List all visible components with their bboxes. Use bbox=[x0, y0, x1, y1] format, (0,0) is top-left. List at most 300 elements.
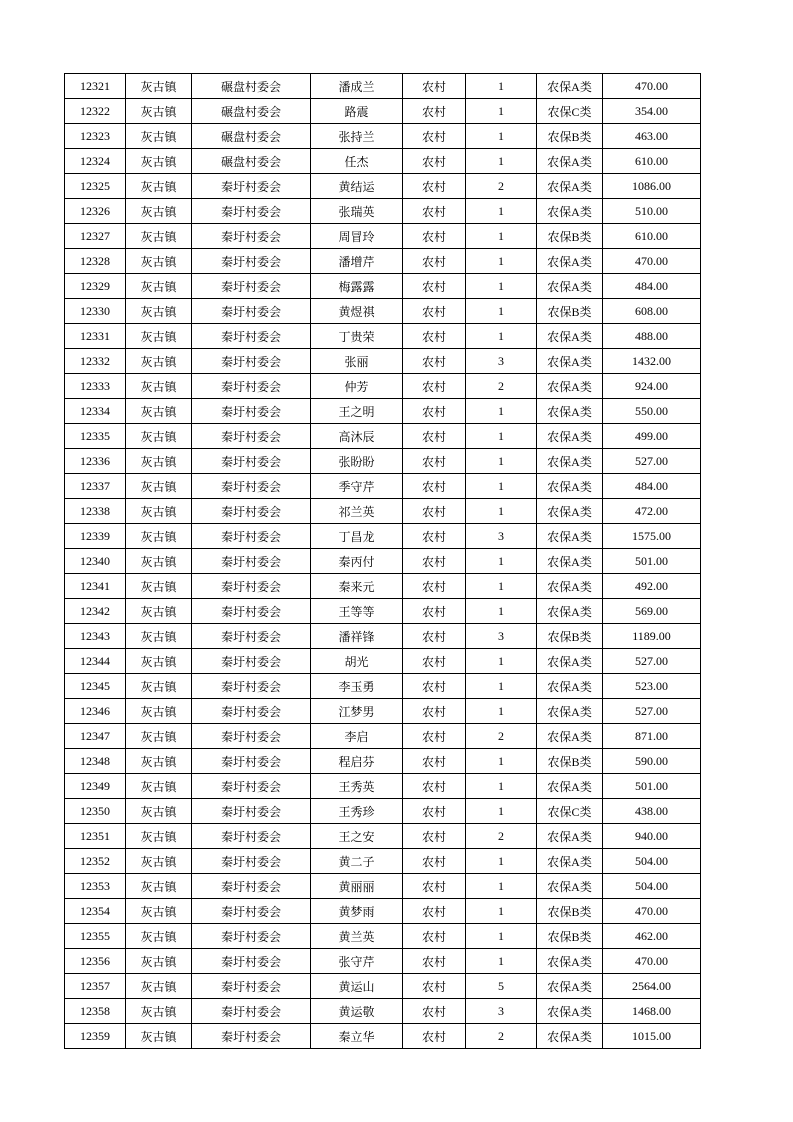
cell-name: 丁贵荣 bbox=[311, 324, 403, 349]
cell-amount: 488.00 bbox=[603, 324, 701, 349]
cell-type: 农村 bbox=[403, 99, 466, 124]
cell-category: 农保A类 bbox=[537, 449, 603, 474]
table-row bbox=[65, 974, 701, 999]
cell-town: 灰古镇 bbox=[126, 574, 192, 599]
cell-type: 农村 bbox=[403, 449, 466, 474]
cell-town: 灰古镇 bbox=[126, 649, 192, 674]
cell-category: 农保A类 bbox=[537, 149, 603, 174]
table-row bbox=[65, 249, 701, 274]
cell-name: 张丽 bbox=[311, 349, 403, 374]
cell-name: 王秀英 bbox=[311, 774, 403, 799]
cell-type: 农村 bbox=[403, 574, 466, 599]
cell-category: 农保A类 bbox=[537, 1024, 603, 1049]
cell-village: 秦圩村委会 bbox=[192, 899, 311, 924]
cell-id: 12358 bbox=[65, 999, 126, 1024]
cell-category: 农保A类 bbox=[537, 274, 603, 299]
cell-category: 农保A类 bbox=[537, 424, 603, 449]
cell-count: 1 bbox=[466, 474, 537, 499]
cell-amount: 470.00 bbox=[603, 949, 701, 974]
cell-count: 1 bbox=[466, 124, 537, 149]
cell-town: 灰古镇 bbox=[126, 124, 192, 149]
cell-name: 黄运山 bbox=[311, 974, 403, 999]
cell-category: 农保A类 bbox=[537, 474, 603, 499]
cell-count: 2 bbox=[466, 724, 537, 749]
cell-town: 灰古镇 bbox=[126, 324, 192, 349]
cell-category: 农保C类 bbox=[537, 799, 603, 824]
cell-type: 农村 bbox=[403, 599, 466, 624]
cell-category: 农保A类 bbox=[537, 699, 603, 724]
cell-amount: 590.00 bbox=[603, 749, 701, 774]
table-row bbox=[65, 874, 701, 899]
cell-count: 1 bbox=[466, 949, 537, 974]
cell-town: 灰古镇 bbox=[126, 849, 192, 874]
cell-village: 秦圩村委会 bbox=[192, 774, 311, 799]
cell-village: 秦圩村委会 bbox=[192, 374, 311, 399]
cell-id: 12325 bbox=[65, 174, 126, 199]
cell-type: 农村 bbox=[403, 524, 466, 549]
cell-category: 农保A类 bbox=[537, 999, 603, 1024]
cell-town: 灰古镇 bbox=[126, 299, 192, 324]
cell-name: 王之明 bbox=[311, 399, 403, 424]
cell-count: 5 bbox=[466, 974, 537, 999]
cell-village: 秦圩村委会 bbox=[192, 524, 311, 549]
cell-count: 1 bbox=[466, 449, 537, 474]
cell-category: 农保A类 bbox=[537, 549, 603, 574]
cell-category: 农保B类 bbox=[537, 624, 603, 649]
cell-village: 碾盘村委会 bbox=[192, 74, 311, 99]
cell-category: 农保B类 bbox=[537, 749, 603, 774]
table-row bbox=[65, 449, 701, 474]
cell-count: 1 bbox=[466, 599, 537, 624]
cell-village: 秦圩村委会 bbox=[192, 999, 311, 1024]
cell-amount: 504.00 bbox=[603, 874, 701, 899]
cell-count: 1 bbox=[466, 549, 537, 574]
cell-id: 12355 bbox=[65, 924, 126, 949]
cell-name: 潘增芹 bbox=[311, 249, 403, 274]
cell-category: 农保A类 bbox=[537, 349, 603, 374]
cell-type: 农村 bbox=[403, 749, 466, 774]
cell-name: 胡光 bbox=[311, 649, 403, 674]
cell-name: 王秀珍 bbox=[311, 799, 403, 824]
cell-village: 秦圩村委会 bbox=[192, 424, 311, 449]
table-row bbox=[65, 699, 701, 724]
cell-id: 12340 bbox=[65, 549, 126, 574]
cell-type: 农村 bbox=[403, 824, 466, 849]
cell-count: 1 bbox=[466, 224, 537, 249]
cell-amount: 550.00 bbox=[603, 399, 701, 424]
cell-id: 12328 bbox=[65, 249, 126, 274]
cell-town: 灰古镇 bbox=[126, 374, 192, 399]
cell-type: 农村 bbox=[403, 274, 466, 299]
cell-category: 农保A类 bbox=[537, 74, 603, 99]
cell-id: 12342 bbox=[65, 599, 126, 624]
cell-amount: 504.00 bbox=[603, 849, 701, 874]
table-row bbox=[65, 299, 701, 324]
cell-count: 3 bbox=[466, 999, 537, 1024]
cell-id: 12356 bbox=[65, 949, 126, 974]
cell-name: 季守芹 bbox=[311, 474, 403, 499]
cell-type: 农村 bbox=[403, 1024, 466, 1049]
cell-category: 农保A类 bbox=[537, 674, 603, 699]
cell-village: 秦圩村委会 bbox=[192, 724, 311, 749]
cell-type: 农村 bbox=[403, 999, 466, 1024]
table-row bbox=[65, 824, 701, 849]
cell-count: 1 bbox=[466, 249, 537, 274]
cell-town: 灰古镇 bbox=[126, 474, 192, 499]
cell-category: 农保A类 bbox=[537, 499, 603, 524]
cell-amount: 499.00 bbox=[603, 424, 701, 449]
cell-name: 仲芳 bbox=[311, 374, 403, 399]
table-row bbox=[65, 849, 701, 874]
payment-table bbox=[64, 73, 701, 1049]
table-row bbox=[65, 549, 701, 574]
cell-village: 秦圩村委会 bbox=[192, 924, 311, 949]
cell-village: 秦圩村委会 bbox=[192, 599, 311, 624]
cell-type: 农村 bbox=[403, 74, 466, 99]
cell-name: 张盼盼 bbox=[311, 449, 403, 474]
cell-village: 秦圩村委会 bbox=[192, 399, 311, 424]
cell-type: 农村 bbox=[403, 149, 466, 174]
cell-town: 灰古镇 bbox=[126, 724, 192, 749]
cell-town: 灰古镇 bbox=[126, 99, 192, 124]
cell-id: 12331 bbox=[65, 324, 126, 349]
cell-category: 农保A类 bbox=[537, 874, 603, 899]
cell-count: 1 bbox=[466, 749, 537, 774]
cell-town: 灰古镇 bbox=[126, 899, 192, 924]
cell-id: 12350 bbox=[65, 799, 126, 824]
cell-village: 秦圩村委会 bbox=[192, 574, 311, 599]
cell-count: 1 bbox=[466, 899, 537, 924]
cell-amount: 610.00 bbox=[603, 149, 701, 174]
cell-count: 1 bbox=[466, 699, 537, 724]
cell-category: 农保A类 bbox=[537, 724, 603, 749]
cell-town: 灰古镇 bbox=[126, 349, 192, 374]
cell-type: 农村 bbox=[403, 849, 466, 874]
table-row bbox=[65, 649, 701, 674]
cell-count: 3 bbox=[466, 349, 537, 374]
cell-count: 1 bbox=[466, 99, 537, 124]
cell-id: 12351 bbox=[65, 824, 126, 849]
cell-village: 碾盘村委会 bbox=[192, 124, 311, 149]
cell-count: 1 bbox=[466, 774, 537, 799]
cell-amount: 1015.00 bbox=[603, 1024, 701, 1049]
cell-town: 灰古镇 bbox=[126, 974, 192, 999]
cell-count: 2 bbox=[466, 374, 537, 399]
cell-category: 农保A类 bbox=[537, 849, 603, 874]
cell-town: 灰古镇 bbox=[126, 499, 192, 524]
cell-count: 2 bbox=[466, 1024, 537, 1049]
table-row bbox=[65, 174, 701, 199]
cell-name: 潘成兰 bbox=[311, 74, 403, 99]
cell-type: 农村 bbox=[403, 349, 466, 374]
cell-count: 1 bbox=[466, 199, 537, 224]
cell-amount: 940.00 bbox=[603, 824, 701, 849]
cell-id: 12357 bbox=[65, 974, 126, 999]
cell-category: 农保A类 bbox=[537, 574, 603, 599]
table-row bbox=[65, 224, 701, 249]
cell-town: 灰古镇 bbox=[126, 74, 192, 99]
cell-name: 黄运敬 bbox=[311, 999, 403, 1024]
cell-type: 农村 bbox=[403, 949, 466, 974]
cell-name: 程启芬 bbox=[311, 749, 403, 774]
table-row bbox=[65, 924, 701, 949]
cell-id: 12321 bbox=[65, 74, 126, 99]
cell-name: 王之安 bbox=[311, 824, 403, 849]
cell-amount: 462.00 bbox=[603, 924, 701, 949]
cell-type: 农村 bbox=[403, 474, 466, 499]
table-row bbox=[65, 1024, 701, 1049]
cell-type: 农村 bbox=[403, 899, 466, 924]
table-row bbox=[65, 274, 701, 299]
cell-village: 秦圩村委会 bbox=[192, 974, 311, 999]
cell-type: 农村 bbox=[403, 649, 466, 674]
cell-category: 农保B类 bbox=[537, 124, 603, 149]
table-row bbox=[65, 599, 701, 624]
cell-type: 农村 bbox=[403, 974, 466, 999]
table-row bbox=[65, 324, 701, 349]
cell-count: 3 bbox=[466, 624, 537, 649]
cell-type: 农村 bbox=[403, 124, 466, 149]
cell-town: 灰古镇 bbox=[126, 149, 192, 174]
cell-type: 农村 bbox=[403, 874, 466, 899]
cell-town: 灰古镇 bbox=[126, 874, 192, 899]
cell-town: 灰古镇 bbox=[126, 999, 192, 1024]
cell-name: 王等等 bbox=[311, 599, 403, 624]
cell-amount: 610.00 bbox=[603, 224, 701, 249]
cell-town: 灰古镇 bbox=[126, 199, 192, 224]
cell-category: 农保A类 bbox=[537, 324, 603, 349]
cell-amount: 463.00 bbox=[603, 124, 701, 149]
cell-village: 秦圩村委会 bbox=[192, 624, 311, 649]
cell-village: 秦圩村委会 bbox=[192, 249, 311, 274]
cell-town: 灰古镇 bbox=[126, 449, 192, 474]
cell-type: 农村 bbox=[403, 424, 466, 449]
table-row bbox=[65, 399, 701, 424]
cell-amount: 1189.00 bbox=[603, 624, 701, 649]
table-row bbox=[65, 149, 701, 174]
cell-category: 农保B类 bbox=[537, 899, 603, 924]
table-row bbox=[65, 899, 701, 924]
table-row bbox=[65, 999, 701, 1024]
cell-type: 农村 bbox=[403, 924, 466, 949]
cell-type: 农村 bbox=[403, 549, 466, 574]
cell-amount: 871.00 bbox=[603, 724, 701, 749]
cell-category: 农保A类 bbox=[537, 249, 603, 274]
cell-type: 农村 bbox=[403, 724, 466, 749]
cell-town: 灰古镇 bbox=[126, 749, 192, 774]
cell-id: 12346 bbox=[65, 699, 126, 724]
cell-name: 潘祥锋 bbox=[311, 624, 403, 649]
cell-name: 李启 bbox=[311, 724, 403, 749]
cell-id: 12329 bbox=[65, 274, 126, 299]
cell-amount: 1468.00 bbox=[603, 999, 701, 1024]
table-row bbox=[65, 199, 701, 224]
cell-village: 秦圩村委会 bbox=[192, 549, 311, 574]
cell-town: 灰古镇 bbox=[126, 274, 192, 299]
cell-village: 秦圩村委会 bbox=[192, 1024, 311, 1049]
cell-amount: 527.00 bbox=[603, 699, 701, 724]
cell-count: 1 bbox=[466, 424, 537, 449]
cell-id: 12337 bbox=[65, 474, 126, 499]
table-row bbox=[65, 499, 701, 524]
cell-town: 灰古镇 bbox=[126, 424, 192, 449]
cell-count: 1 bbox=[466, 674, 537, 699]
cell-id: 12353 bbox=[65, 874, 126, 899]
cell-count: 1 bbox=[466, 499, 537, 524]
cell-id: 12343 bbox=[65, 624, 126, 649]
table-row bbox=[65, 474, 701, 499]
cell-name: 张守芹 bbox=[311, 949, 403, 974]
cell-amount: 1432.00 bbox=[603, 349, 701, 374]
cell-town: 灰古镇 bbox=[126, 174, 192, 199]
cell-category: 农保B类 bbox=[537, 924, 603, 949]
cell-id: 12330 bbox=[65, 299, 126, 324]
cell-name: 黄二子 bbox=[311, 849, 403, 874]
cell-town: 灰古镇 bbox=[126, 599, 192, 624]
cell-category: 农保A类 bbox=[537, 374, 603, 399]
cell-type: 农村 bbox=[403, 699, 466, 724]
cell-id: 12322 bbox=[65, 99, 126, 124]
cell-name: 秦丙付 bbox=[311, 549, 403, 574]
cell-type: 农村 bbox=[403, 199, 466, 224]
cell-category: 农保A类 bbox=[537, 199, 603, 224]
cell-count: 1 bbox=[466, 399, 537, 424]
cell-name: 梅露露 bbox=[311, 274, 403, 299]
cell-village: 秦圩村委会 bbox=[192, 674, 311, 699]
cell-village: 秦圩村委会 bbox=[192, 874, 311, 899]
cell-id: 12348 bbox=[65, 749, 126, 774]
cell-id: 12336 bbox=[65, 449, 126, 474]
cell-amount: 527.00 bbox=[603, 449, 701, 474]
cell-count: 1 bbox=[466, 324, 537, 349]
cell-town: 灰古镇 bbox=[126, 774, 192, 799]
cell-town: 灰古镇 bbox=[126, 1024, 192, 1049]
cell-village: 秦圩村委会 bbox=[192, 199, 311, 224]
cell-name: 秦立华 bbox=[311, 1024, 403, 1049]
cell-village: 秦圩村委会 bbox=[192, 474, 311, 499]
cell-category: 农保C类 bbox=[537, 99, 603, 124]
cell-amount: 438.00 bbox=[603, 799, 701, 824]
cell-id: 12352 bbox=[65, 849, 126, 874]
cell-type: 农村 bbox=[403, 624, 466, 649]
cell-amount: 501.00 bbox=[603, 774, 701, 799]
cell-id: 12344 bbox=[65, 649, 126, 674]
cell-village: 秦圩村委会 bbox=[192, 449, 311, 474]
cell-amount: 924.00 bbox=[603, 374, 701, 399]
cell-name: 张瑞英 bbox=[311, 199, 403, 224]
cell-id: 12326 bbox=[65, 199, 126, 224]
cell-id: 12339 bbox=[65, 524, 126, 549]
cell-id: 12354 bbox=[65, 899, 126, 924]
table-row bbox=[65, 949, 701, 974]
cell-count: 2 bbox=[466, 174, 537, 199]
cell-village: 秦圩村委会 bbox=[192, 174, 311, 199]
cell-type: 农村 bbox=[403, 399, 466, 424]
table-row bbox=[65, 349, 701, 374]
cell-name: 张持兰 bbox=[311, 124, 403, 149]
cell-amount: 1086.00 bbox=[603, 174, 701, 199]
cell-id: 12333 bbox=[65, 374, 126, 399]
cell-name: 江梦男 bbox=[311, 699, 403, 724]
cell-type: 农村 bbox=[403, 674, 466, 699]
cell-town: 灰古镇 bbox=[126, 399, 192, 424]
cell-type: 农村 bbox=[403, 799, 466, 824]
table-row bbox=[65, 749, 701, 774]
cell-type: 农村 bbox=[403, 174, 466, 199]
cell-category: 农保A类 bbox=[537, 949, 603, 974]
cell-id: 12327 bbox=[65, 224, 126, 249]
cell-id: 12347 bbox=[65, 724, 126, 749]
cell-village: 秦圩村委会 bbox=[192, 824, 311, 849]
cell-type: 农村 bbox=[403, 374, 466, 399]
cell-amount: 510.00 bbox=[603, 199, 701, 224]
cell-id: 12341 bbox=[65, 574, 126, 599]
cell-count: 1 bbox=[466, 574, 537, 599]
table-row bbox=[65, 799, 701, 824]
table-row bbox=[65, 774, 701, 799]
cell-village: 秦圩村委会 bbox=[192, 849, 311, 874]
cell-town: 灰古镇 bbox=[126, 699, 192, 724]
cell-amount: 1575.00 bbox=[603, 524, 701, 549]
table-row bbox=[65, 624, 701, 649]
cell-town: 灰古镇 bbox=[126, 549, 192, 574]
cell-id: 12335 bbox=[65, 424, 126, 449]
cell-type: 农村 bbox=[403, 224, 466, 249]
cell-village: 秦圩村委会 bbox=[192, 799, 311, 824]
cell-amount: 354.00 bbox=[603, 99, 701, 124]
cell-id: 12323 bbox=[65, 124, 126, 149]
cell-town: 灰古镇 bbox=[126, 224, 192, 249]
cell-count: 2 bbox=[466, 824, 537, 849]
cell-amount: 523.00 bbox=[603, 674, 701, 699]
table-row bbox=[65, 424, 701, 449]
cell-category: 农保A类 bbox=[537, 524, 603, 549]
cell-name: 丁昌龙 bbox=[311, 524, 403, 549]
cell-town: 灰古镇 bbox=[126, 824, 192, 849]
cell-count: 1 bbox=[466, 649, 537, 674]
cell-amount: 470.00 bbox=[603, 899, 701, 924]
cell-category: 农保A类 bbox=[537, 174, 603, 199]
table-row bbox=[65, 124, 701, 149]
cell-town: 灰古镇 bbox=[126, 624, 192, 649]
cell-amount: 484.00 bbox=[603, 274, 701, 299]
cell-amount: 472.00 bbox=[603, 499, 701, 524]
cell-type: 农村 bbox=[403, 499, 466, 524]
table-row bbox=[65, 674, 701, 699]
cell-id: 12359 bbox=[65, 1024, 126, 1049]
cell-name: 高沐辰 bbox=[311, 424, 403, 449]
table-row bbox=[65, 724, 701, 749]
cell-town: 灰古镇 bbox=[126, 249, 192, 274]
cell-village: 碾盘村委会 bbox=[192, 99, 311, 124]
cell-town: 灰古镇 bbox=[126, 799, 192, 824]
cell-count: 1 bbox=[466, 799, 537, 824]
cell-count: 1 bbox=[466, 924, 537, 949]
cell-village: 碾盘村委会 bbox=[192, 149, 311, 174]
cell-category: 农保A类 bbox=[537, 824, 603, 849]
cell-village: 秦圩村委会 bbox=[192, 499, 311, 524]
cell-count: 1 bbox=[466, 299, 537, 324]
cell-count: 1 bbox=[466, 849, 537, 874]
cell-village: 秦圩村委会 bbox=[192, 274, 311, 299]
cell-id: 12324 bbox=[65, 149, 126, 174]
cell-category: 农保A类 bbox=[537, 599, 603, 624]
cell-town: 灰古镇 bbox=[126, 674, 192, 699]
cell-type: 农村 bbox=[403, 324, 466, 349]
cell-name: 黄梦雨 bbox=[311, 899, 403, 924]
cell-name: 黄结运 bbox=[311, 174, 403, 199]
cell-category: 农保A类 bbox=[537, 649, 603, 674]
